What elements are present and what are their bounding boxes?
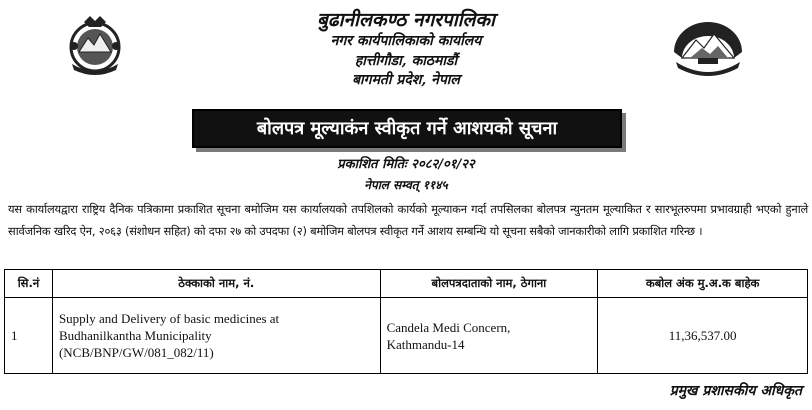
contract-number: (NCB/BNP/GW/081_082/11) [58, 345, 214, 360]
table-header-row [5, 270, 808, 298]
signoff-title: प्रमुख प्रशासकीय अधिकृत [669, 383, 802, 399]
header-serial-number: सि.नं [5, 270, 53, 298]
cell-serial-number: 1 [5, 298, 53, 374]
bid-table [4, 269, 808, 374]
table-row [5, 298, 808, 374]
office-location: हात्तीगौडा, काठमाडौं [354, 53, 458, 69]
bidder-name: Candela Medi Concern, [386, 319, 511, 335]
office-name: नगर कार्यपालिकाको कार्यालय [330, 33, 482, 49]
published-date: प्रकाशित मितिः २०८२/०१/२२ [337, 157, 475, 172]
contract-name-line: Supply and Delivery of basic medicines at [58, 311, 280, 326]
cell-bid-amount: 11,36,537.00 [598, 298, 808, 374]
nepal-samvat-date: नेपाल सम्वत् ११४५ [364, 178, 448, 192]
bidder-address: Kathmandu-14 [386, 336, 465, 352]
municipality-name: बुढानीलकण्ठ नगरपालिका [317, 9, 495, 31]
header-bid-amount: कबोल अंक मु.अ.क बाहेक [598, 270, 808, 298]
contract-name-line: Budhanilkantha Municipality [58, 328, 212, 343]
cell-contract-name [52, 298, 380, 374]
cell-bidder [380, 298, 598, 374]
province-country: बागमती प्रदेश, नेपाल [352, 72, 460, 88]
header-contract-name: ठेक्काको नाम, नं. [52, 270, 380, 298]
notice-body: यस कार्यालयद्वारा राष्ट्रिय दैनिक पत्रिकामा प्रकाशित सूचना बमोजिम यस कार्यालयको तपशिलको कार्यको मूल्याकन गर्दा तपसिलका बोलपत्र न्युनतम मूल्याकित र सारभूतरुपमा प्रभावग्राही भएको हुनाले सार्वजनिक खरिद ऐन, २०६३ (संशोधन सहित) को दफा २७ को उपदफा (२) बमोजिम बोलपत्र स्वीकृत गर्ने आशय सम्बन्धि यो सूचना सबैको जानकारीको लागि प्रकाशित गरिन्छ । [8, 202, 808, 238]
header-bidder-name: बोलपत्रदाताको नाम, ठेगाना [380, 270, 598, 298]
notice-title: बोलपत्र मूल्याकंन स्वीकृत गर्ने आशयको सूचना [192, 109, 622, 148]
